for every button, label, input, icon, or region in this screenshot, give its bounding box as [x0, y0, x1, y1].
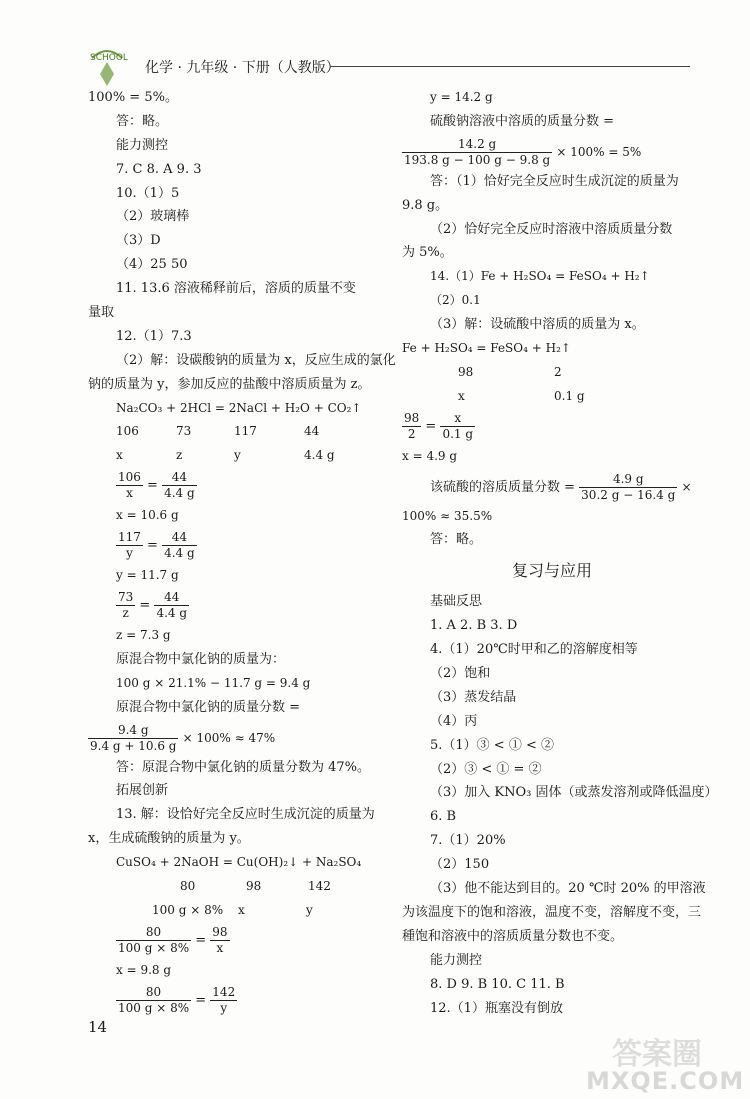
text-line: 答：略。 [116, 113, 169, 129]
answer-line: （3）加入 KNO₃ 固体（或蒸发溶剂或降低温度） [430, 785, 718, 801]
ratio-cell: y [234, 448, 241, 463]
ratio-cell: x [116, 448, 123, 463]
ratio-cell: 106 [116, 424, 139, 439]
text-line: （2）恰好完全反应时溶液中溶质质量分数 [430, 221, 673, 237]
answer-line: 量取 [88, 305, 115, 321]
numerator: 80 [116, 925, 191, 941]
ratio-cell: 4.4 g [304, 448, 335, 463]
result-line: x = 10.6 g [116, 508, 179, 523]
text-line: 9.8 g。 [402, 197, 449, 213]
subheading: 能力测控 [430, 952, 483, 968]
text-line: 100% = 5%。 [88, 90, 178, 105]
text-line: 原混合物中氯化钠的质量为： [116, 651, 286, 667]
ratio-cell: x [238, 902, 245, 917]
ratio-cell: z [176, 448, 183, 463]
ratio-cell: 98 [246, 879, 262, 894]
fraction-suffix: × 100% ≈ 47% [182, 730, 276, 745]
answer-line: （2）饱和 [430, 666, 491, 682]
answer-line: （4）丙 [430, 713, 478, 729]
numerator: 142 [212, 984, 236, 999]
denominator: 4.4 g [164, 486, 195, 501]
numerator: x [440, 411, 475, 427]
denominator: 30.2 g − 16.4 g [581, 487, 676, 502]
proportion: $\frac{80}{100 g \times 8\%}$ = $\frac{142}{y}$ [118, 984, 236, 1015]
answer-line: 11. 13.6 溶液稀释前后，溶质的质量不变 [116, 281, 356, 297]
equation-line: Fe + H₂SO₄ = FeSO₄ + H₂↑ [402, 341, 571, 356]
school-logo [82, 40, 132, 90]
ratio-cell: 117 [234, 424, 257, 439]
denominator: x [126, 486, 133, 501]
ratio-cell: 80 [180, 879, 196, 894]
text-line: 答：（1）恰好完全反应时生成沉淀的质量为 [430, 173, 679, 189]
numerator: 44 [154, 590, 189, 606]
answer-line: 10.（1）5 [116, 185, 180, 201]
logo-text: SCHOOL [90, 53, 128, 63]
denominator: 9.4 g + 10.6 g [90, 738, 177, 753]
text-line: 原混合物中氯化钠的质量分数 = [116, 699, 301, 715]
answer-line: （3）他不能达到目的。20 ℃时 20% 的甲溶液 [430, 881, 706, 897]
text-line: 答：略。 [430, 532, 483, 548]
proportion: $\frac{117}{y}$ = $\frac{44}{4.4 g}$ [118, 530, 195, 561]
answer-line: 6. B [430, 809, 457, 825]
ratio-row [88, 444, 388, 468]
denominator: x [216, 940, 224, 955]
answer-line: （3）蒸发结晶 [430, 689, 517, 705]
numerator: 80 [116, 985, 191, 1001]
numerator: 73 [118, 590, 134, 605]
denominator: 2 [407, 426, 416, 441]
result-line: x = 9.8 g [116, 962, 172, 977]
answer-line: 1. A 2. B 3. D [430, 618, 518, 634]
subheading: 拓展创新 [116, 783, 169, 799]
ratio-cell: 0.1 g [554, 388, 585, 403]
denominator: 100 g × 8% [118, 940, 190, 955]
numerator: 106 [118, 470, 141, 485]
fraction-line [402, 134, 702, 170]
answer-line: 種饱和溶液中的溶质质量分数也不变。 [402, 928, 624, 944]
answer-line: 为该温度下的饱和溶液，温度不变，溶解度不变，三 [402, 904, 702, 920]
fraction-suffix: × [681, 479, 692, 494]
numerator: 4.9 g [579, 472, 677, 488]
answer-line: 7. C 8. A 9. 3 [116, 161, 202, 177]
answer-line: （3）D [116, 233, 161, 249]
proportion: $\frac{73}{z}$ = $\frac{44}{4.4 g}$ [118, 590, 188, 621]
answer-line: （2）解：设碳酸钠的质量为 x，反应生成的氯化 [116, 352, 396, 368]
numerator: 98 [404, 410, 420, 425]
ratio-cell: 142 [308, 879, 331, 894]
answer-line: 钠的质量为 y，参加反应的盐酸中溶质质量为 z。 [88, 376, 371, 392]
text-line: 答：原混合物中氯化钠的质量分数为 47%。 [116, 759, 371, 775]
numerator: 9.4 g [88, 723, 178, 739]
ratio-cell: y [306, 902, 313, 917]
denominator: z [122, 606, 129, 621]
answer-line: （2）玻璃棒 [116, 209, 190, 225]
header-rule [330, 66, 690, 67]
equation-line: CuSO₄ + 2NaOH = Cu(OH)₂↓ + Na₂SO₄ [116, 855, 362, 870]
proportion: $\frac{80}{100 g \times 8\%}$ = $\frac{98}{x}$ [118, 924, 228, 955]
answer-line: 12.（1）7.3 [116, 328, 192, 344]
denominator: 4.4 g [164, 546, 195, 561]
numerator: 44 [162, 470, 197, 486]
left-column [88, 86, 396, 1019]
answer-line: （2）150 [430, 857, 490, 873]
watermark [572, 1029, 745, 1095]
answer-line: （2）0.1 [430, 293, 481, 308]
ratio-row [88, 420, 388, 444]
denominator: 193.8 g − 100 g − 9.8 g [404, 152, 551, 167]
text-line: x，生成硫酸钠的质量为 y。 [88, 831, 250, 847]
equation-line: 100 g × 21.1% − 11.7 g = 9.4 g [116, 675, 311, 690]
denominator: 4.4 g [156, 606, 188, 621]
proportion: $\frac{106}{x}$ = $\frac{44}{4.4 g}$ [118, 470, 195, 501]
proportion: $\frac{98}{2}$ = $\frac{x}{0.1 g}$ [404, 410, 474, 441]
numerator: 14.2 g [402, 137, 552, 153]
ratio-cell: 98 [458, 364, 474, 379]
subheading: 基础反思 [430, 594, 483, 610]
result-line: y = 14.2 g [430, 90, 493, 104]
denominator: 0.1 g [442, 426, 474, 441]
result-line: y = 11.7 g [116, 568, 179, 583]
fraction-line [402, 469, 702, 505]
ratio-cell: 100 g × 8% [152, 902, 224, 917]
text-line: （3）解：设硫酸中溶质的质量为 x。 [430, 317, 645, 333]
result-line: x = 4.9 g [402, 448, 458, 463]
equation-line: Na₂CO₃ + 2HCl = 2NaCl + H₂O + CO₂↑ [116, 400, 362, 415]
denominator: 100 g × 8% [118, 1000, 190, 1015]
watermark-url: MXQE.COM [586, 1067, 745, 1095]
answer-line: 8. D 9. B 10. C 11. B [430, 976, 565, 992]
numerator: 98 [212, 924, 228, 939]
denominator: y [126, 546, 133, 561]
ratio-row [402, 385, 702, 409]
equation-line: 14.（1）Fe + H₂SO₄ = FeSO₄ + H₂↑ [430, 269, 650, 284]
fraction-suffix: × 100% = 5% [556, 144, 642, 159]
answer-line: 5.（1）③ < ① < ② [430, 737, 554, 753]
result-line: 100% ≈ 35.5% [402, 508, 493, 523]
ratio-cell: 2 [554, 364, 562, 379]
text-label: 该硫酸的溶质质量分数 = [430, 479, 576, 495]
numerator: 117 [118, 530, 141, 545]
ratio-row [88, 899, 388, 923]
ratio-row [88, 875, 388, 899]
text-line: 硫酸钠溶液中溶质的质量分数 = [430, 113, 615, 129]
right-column [402, 86, 718, 1020]
answer-line: 7.（1）20% [430, 833, 506, 849]
denominator: y [220, 1000, 228, 1015]
header-title: 化学 · 九年级 · 下册（人教版） [145, 60, 340, 76]
answer-line: （4）25 50 [116, 257, 188, 273]
ratio-cell: 44 [304, 424, 320, 439]
section-title: 复习与应用 [511, 561, 592, 581]
ratio-cell: x [458, 388, 465, 403]
fraction-line [88, 720, 388, 756]
page-number: 14 [88, 1018, 108, 1036]
text-line: 13. 解：设恰好完全反应时生成沉淀的质量为 [116, 807, 375, 823]
subheading: 能力测控 [116, 137, 169, 153]
ratio-cell: 73 [176, 424, 192, 439]
watermark-logo: 答案圈 [612, 1037, 702, 1072]
answer-line: 12.（1）瓶塞没有倒放 [430, 1000, 563, 1016]
answer-line: （2）③ < ① = ② [430, 761, 542, 777]
numerator: 44 [162, 530, 197, 546]
text-line: 为 5%。 [402, 245, 453, 261]
result-line: z = 7.3 g [116, 628, 171, 643]
answer-line: 4.（1）20℃时甲和乙的溶解度相等 [430, 642, 638, 658]
ratio-row [402, 361, 702, 385]
